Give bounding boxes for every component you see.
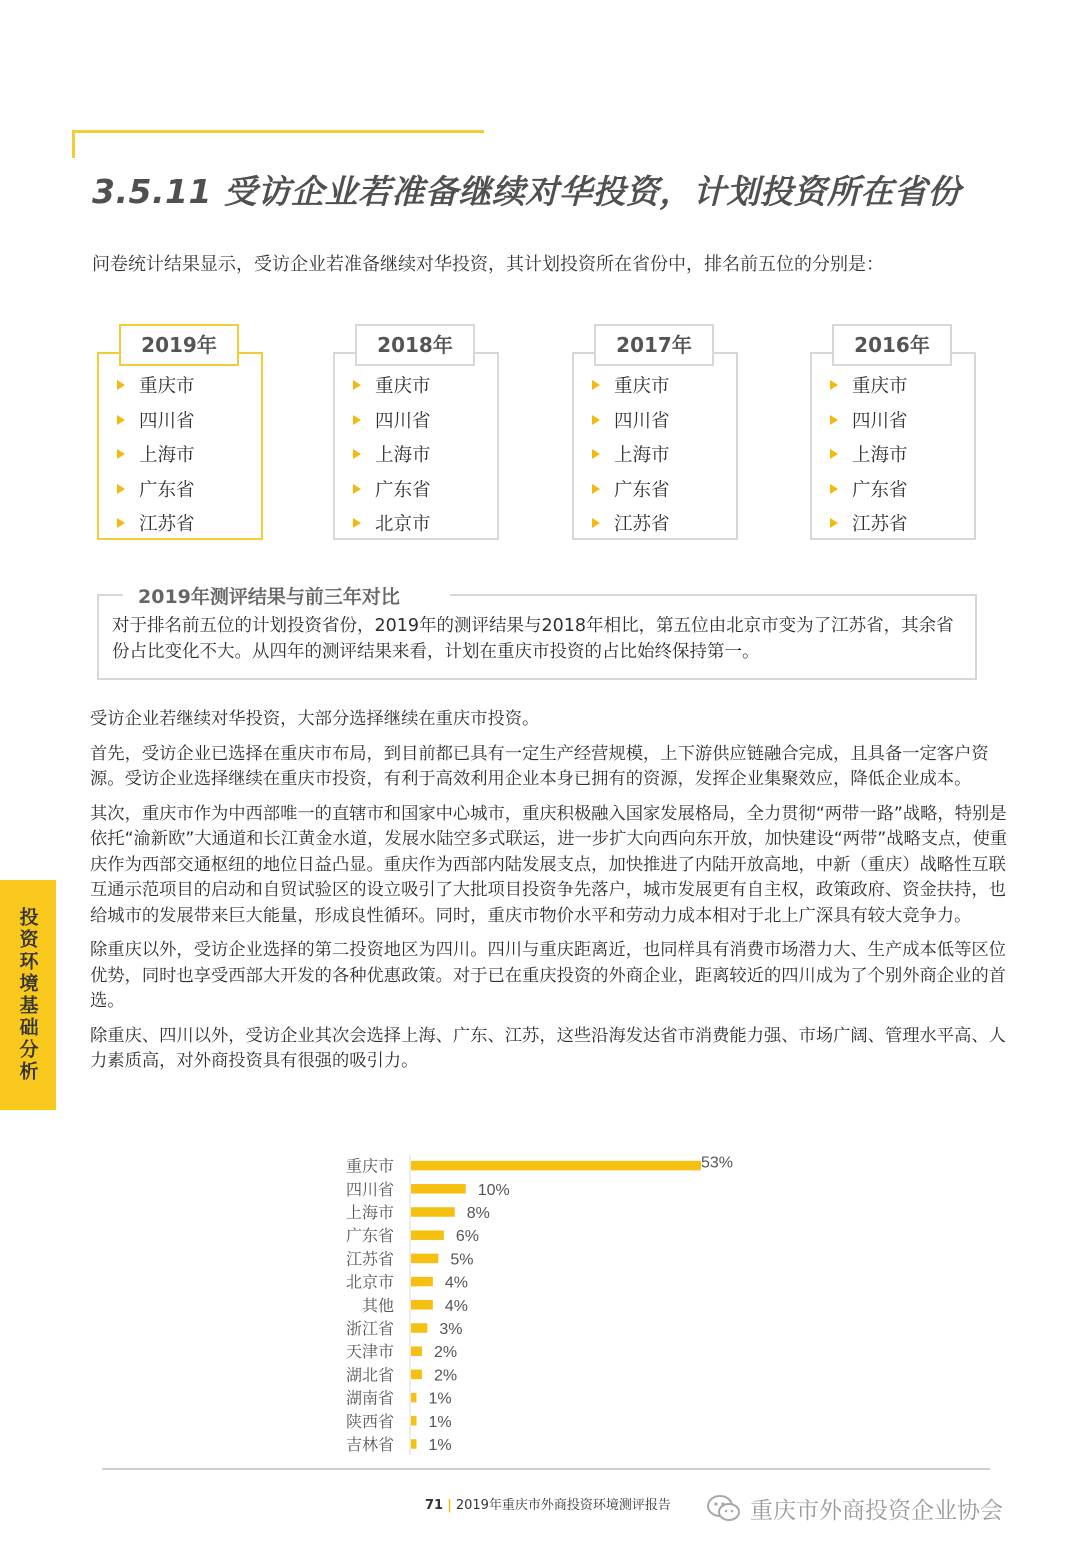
paragraph: 其次，重庆市作为中西部唯一的直辖市和国家中心城市，重庆积极融入国家发展格局，全力贯彻“两带一路”战略，特别是依托“渝新欧”大通道和长江黄金水道，发展水陆空多式联运，进一步扩大向西向东开放，加快建设“两带”战略支点，使重庆作为西部交通枢纽的地位日益凸显。重庆作为西部内陆发展支点，加快推进了内陆开放高地，中新（重庆）战略性互联互通示范项目的启动和自贸试验区的设立吸引了大批项目投资争先落户，城市发展更有自主权，政策政府、资金扶持，也给城市的发展带来巨大能量，形成良性循环。同时，重庆市物价水平和劳动力成本相对于北上广深具有较大竞争力。 [90, 803, 1008, 926]
list-item [830, 437, 908, 472]
year-card-2018 [333, 333, 499, 540]
value-label: 2% [433, 1344, 458, 1362]
category-label: 吉林省 [345, 1435, 394, 1454]
category-label: 北京市 [345, 1272, 394, 1292]
list-item [117, 472, 195, 507]
list-item [353, 472, 431, 507]
value-label: 10% [477, 1181, 510, 1199]
page-number: 71 [425, 1498, 444, 1513]
year-label: 2017年 [594, 324, 714, 366]
bar [411, 1416, 416, 1426]
list-item [117, 403, 195, 438]
list-item [117, 368, 195, 403]
bullet-triangle-icon [353, 518, 361, 528]
category-label: 湖北省 [345, 1365, 394, 1385]
province-list [830, 368, 908, 541]
bar [411, 1346, 422, 1356]
category-label: 陕西省 [345, 1411, 394, 1431]
province-label: 四川省 [614, 410, 670, 432]
bullet-triangle-icon [830, 415, 838, 425]
year-card-2017 [572, 333, 738, 540]
bullet-triangle-icon [830, 380, 838, 390]
list-item [592, 506, 670, 541]
bullet-triangle-icon [830, 449, 838, 459]
value-label: 2% [433, 1367, 458, 1385]
category-label: 广东省 [345, 1226, 394, 1246]
bullet-triangle-icon [117, 518, 125, 528]
paragraph: 除重庆、四川以外，受访企业其次会选择上海、广东、江苏，这些沿海发达省市消费能力强、市场广阔、管理水平高、人力素质高，对外商投资具有很强的吸引力。 [90, 1025, 1006, 1071]
province-label: 广东省 [139, 479, 195, 501]
category-label: 天津市 [345, 1342, 394, 1362]
list-item [592, 437, 670, 472]
report-title: 2019年重庆市外商投资环境测评报告 [455, 1498, 671, 1513]
list-item [830, 403, 908, 438]
bullet-triangle-icon [592, 449, 600, 459]
list-item [830, 368, 908, 403]
value-label: 4% [444, 1274, 469, 1292]
bullet-triangle-icon [353, 380, 361, 390]
section-side-tab[interactable] [0, 880, 56, 1110]
province-label: 四川省 [139, 410, 195, 432]
bar [411, 1370, 422, 1380]
wechat-icon [706, 1494, 742, 1524]
bullet-triangle-icon [353, 449, 361, 459]
comparison-text: 对于排名前五位的计划投资省份，2019年的测评结果与2018年相比，第五位由北京市变为了江苏省，其余省份占比变化不大。从四年的测评结果来看，计划在重庆市投资的占比始终保持第一。 [112, 616, 954, 662]
decorative-rule [72, 130, 484, 133]
footer-separator: | [447, 1498, 452, 1513]
province-label: 江苏省 [614, 514, 670, 536]
list-item [830, 472, 908, 507]
bullet-triangle-icon [830, 518, 838, 528]
year-label: 2019年 [119, 324, 239, 366]
decorative-rule-vertical [72, 130, 75, 158]
province-label: 广东省 [614, 479, 670, 501]
bar [411, 1207, 455, 1217]
paragraph: 除重庆以外，受访企业选择的第二投资地区为四川。四川与重庆距离近，也同样具有消费市场潜力大、生产成本低等区位优势，同时也享受西部大开发的各种优惠政策。对于已在重庆投资的外商企业，距离较近的四川成为了个别外商企业的首选。 [90, 940, 1006, 1011]
province-label: 重庆市 [139, 376, 195, 398]
category-label: 重庆市 [345, 1156, 394, 1176]
bullet-triangle-icon [117, 380, 125, 390]
category-label: 浙江省 [345, 1319, 394, 1338]
bar [411, 1393, 416, 1403]
footer [425, 1494, 671, 1513]
category-label: 四川省 [345, 1179, 394, 1199]
category-label: 上海市 [345, 1203, 394, 1222]
bullet-triangle-icon [353, 484, 361, 494]
bar [411, 1277, 433, 1287]
value-label: 53% [701, 1154, 734, 1172]
list-item [117, 506, 195, 541]
province-label: 江苏省 [852, 514, 908, 536]
value-label: 1% [428, 1390, 452, 1408]
category-label: 江苏省 [345, 1249, 394, 1269]
bar [411, 1323, 427, 1333]
list-item [117, 437, 195, 472]
province-label: 重庆市 [852, 376, 908, 398]
year-label: 2018年 [355, 324, 475, 366]
side-tab-label: 投资环境基础分析 [16, 907, 39, 1083]
paragraph: 首先，受访企业已选择在重庆市布局，到目前都已具有一定生产经营规模，上下游供应链融合完成，且具备一定客户资源。受访企业选择继续在重庆市投资，有利于高效利用企业本身已拥有的资源，发挥企业集聚效应，降低企业成本。 [90, 743, 989, 789]
bullet-triangle-icon [592, 484, 600, 494]
list-item [592, 403, 670, 438]
section-heading: 3.5.11 受访企业若准备继续对华投资，计划投资所在省份 [92, 172, 961, 211]
bar [411, 1230, 444, 1240]
province-list [353, 368, 431, 541]
province-label: 北京市 [375, 514, 431, 536]
body-text [90, 707, 1010, 1084]
value-label: 1% [428, 1437, 452, 1454]
year-card-2019 [97, 333, 263, 540]
list-item [353, 437, 431, 472]
value-label: 4% [444, 1297, 469, 1315]
bullet-triangle-icon [830, 484, 838, 494]
list-item [592, 472, 670, 507]
province-label: 重庆市 [375, 376, 431, 398]
value-label: 1% [428, 1413, 452, 1431]
province-list [592, 368, 670, 541]
value-label: 6% [455, 1228, 479, 1246]
year-label: 2016年 [832, 324, 952, 366]
list-item [353, 403, 431, 438]
bullet-triangle-icon [592, 415, 600, 425]
province-bar-chart [300, 1150, 780, 1455]
year-card-2016 [810, 333, 976, 540]
watermark-text: 重庆市外商投资企业协会 [750, 1498, 1003, 1524]
watermark [706, 1492, 1003, 1525]
category-label: 湖南省 [345, 1388, 394, 1408]
bar [411, 1184, 466, 1194]
province-list [117, 368, 195, 541]
province-label: 广东省 [375, 479, 431, 501]
province-label: 上海市 [139, 445, 195, 467]
bullet-triangle-icon [592, 380, 600, 390]
paragraph: 受访企业若继续对华投资，大部分选择继续在重庆市投资。 [90, 709, 540, 729]
bar [411, 1439, 416, 1449]
bullet-triangle-icon [353, 415, 361, 425]
category-label: 其他 [361, 1295, 394, 1315]
province-label: 上海市 [375, 445, 431, 467]
province-label: 四川省 [852, 410, 908, 432]
value-label: 8% [466, 1205, 490, 1222]
list-item [353, 506, 431, 541]
bar [411, 1254, 438, 1264]
province-label: 上海市 [614, 445, 670, 467]
bullet-triangle-icon [117, 484, 125, 494]
province-label: 上海市 [852, 445, 908, 467]
value-label: 3% [439, 1321, 463, 1338]
value-label: 5% [450, 1251, 474, 1269]
list-item [592, 368, 670, 403]
intro-text: 问卷统计结果显示，受访企业若准备继续对华投资，其计划投资所在省份中，排名前五位的分别是： [92, 254, 884, 275]
bullet-triangle-icon [117, 449, 125, 459]
province-label: 江苏省 [139, 514, 195, 536]
province-label: 四川省 [375, 410, 431, 432]
footer-rule [102, 1468, 990, 1470]
bar [411, 1300, 433, 1310]
bullet-triangle-icon [117, 415, 125, 425]
province-label: 广东省 [852, 479, 908, 501]
bar [411, 1161, 701, 1171]
list-item [353, 368, 431, 403]
bullet-triangle-icon [592, 518, 600, 528]
list-item [830, 506, 908, 541]
comparison-title: 2019年测评结果与前三年对比 [138, 586, 400, 608]
province-label: 重庆市 [614, 376, 670, 398]
